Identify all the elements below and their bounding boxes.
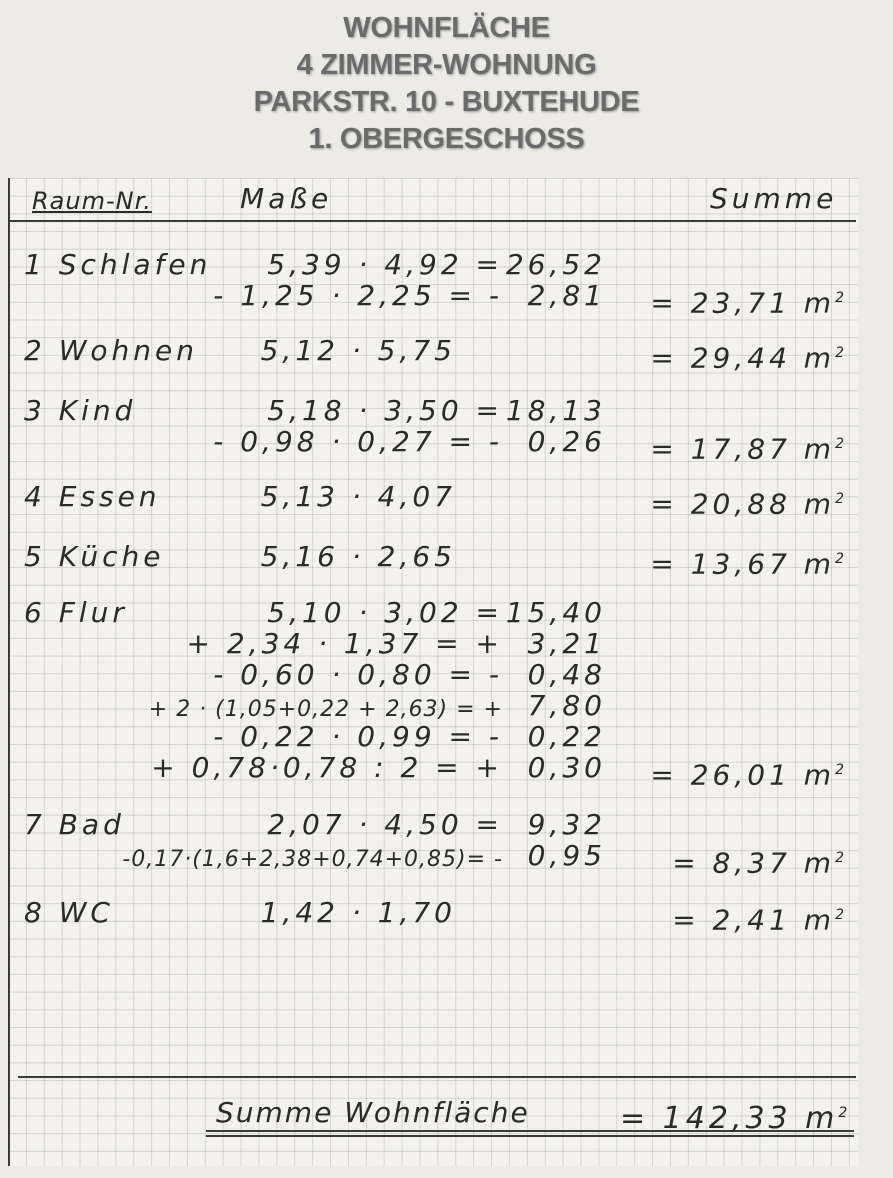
heading-line-4: 1. OBERGESCHOSS	[308, 123, 585, 155]
summary-label: Summe Wohnfläche	[216, 1096, 530, 1129]
column-header-dims: Maße	[240, 182, 333, 215]
calc-result: 9,32	[527, 808, 606, 841]
room-label: 6 Flur	[24, 596, 128, 629]
calc-result: 2,81	[527, 279, 606, 312]
room-total-unit-sup: 2	[835, 345, 844, 361]
calc-expression: + 2 · (1,05+0,22 + 2,63) = +	[148, 697, 503, 722]
grid-paper-sheet	[8, 178, 858, 1166]
calc-result: 0,26	[527, 425, 606, 458]
calc-expression: - 1,25 · 2,25 = -	[213, 279, 503, 312]
calc-expression: + 2,34 · 1,37 = +	[186, 627, 503, 660]
room-label: 5 Küche	[24, 540, 165, 573]
room-label: 3 Kind	[24, 394, 137, 427]
calc-expression: 5,16 · 2,65	[260, 540, 456, 573]
room-total	[650, 336, 844, 375]
calc-expression: 5,13 · 4,07	[260, 480, 456, 513]
room-total-value: = 26,01 m	[650, 758, 836, 792]
summary-total	[620, 1096, 847, 1136]
calc-expression: -0,17·(1,6+2,38+0,74+0,85)= -	[122, 847, 503, 872]
room-total	[672, 898, 844, 937]
room-total-unit-sup: 2	[835, 551, 844, 567]
room-total-value: = 29,44 m	[650, 341, 836, 375]
summary-total-unit-sup: 2	[838, 1105, 848, 1121]
column-header-sum: Summe	[710, 182, 838, 215]
room-total	[650, 542, 844, 581]
room-label: 7 Bad	[24, 808, 125, 841]
room-total-value: = 17,87 m	[650, 432, 836, 466]
left-margin-line	[8, 178, 10, 1166]
calc-result: 0,22	[527, 720, 606, 753]
calc-expression: - 0,98 · 0,27 = -	[213, 425, 503, 458]
room-total	[650, 753, 844, 792]
room-total-value: = 20,88 m	[650, 487, 836, 521]
calc-expression: 5,12 · 5,75	[260, 334, 456, 367]
room-total	[650, 281, 844, 320]
calc-result: 7,80	[527, 689, 606, 722]
room-total-unit-sup: 2	[835, 290, 844, 306]
room-label: 8 WC	[24, 896, 114, 929]
calc-expression: 5,10 · 3,02 =	[267, 596, 503, 629]
room-label: 2 Wohnen	[24, 334, 198, 367]
room-label: 4 Essen	[24, 480, 161, 513]
calc-expression: 2,07 · 4,50 =	[267, 808, 503, 841]
room-total	[650, 427, 844, 466]
calc-expression: - 0,22 · 0,99 = -	[213, 720, 503, 753]
room-total-value: = 8,37 m	[672, 846, 836, 880]
room-total	[672, 841, 844, 880]
calc-expression: 5,18 · 3,50 =	[267, 394, 503, 427]
total-separator-line	[18, 1076, 856, 1078]
calc-result: 26,52	[505, 248, 606, 281]
heading-line-2: 4 ZIMMER-WOHNUNG	[296, 49, 597, 81]
calc-result: 15,40	[505, 596, 606, 629]
room-total-value: = 13,67 m	[650, 547, 836, 581]
heading-line-1: WOHNFLÄCHE	[343, 12, 550, 44]
calc-expression: 5,39 · 4,92 =	[267, 248, 503, 281]
room-total-unit-sup: 2	[835, 436, 844, 452]
calc-result: 3,21	[527, 627, 606, 660]
calc-result: 18,13	[505, 394, 606, 427]
room-total-unit-sup: 2	[835, 907, 844, 923]
calc-expression: 1,42 · 1,70	[260, 896, 456, 929]
room-label: 1 Schlafen	[24, 248, 212, 281]
room-total-value: = 23,71 m	[650, 286, 836, 320]
room-total-unit-sup: 2	[835, 491, 844, 507]
room-total-value: = 2,41 m	[672, 903, 836, 937]
room-total-unit-sup: 2	[835, 850, 844, 866]
room-total-unit-sup: 2	[835, 762, 844, 778]
calc-result: 0,95	[527, 839, 606, 872]
header-underline	[8, 220, 856, 222]
page-heading	[0, 10, 893, 158]
calc-expression: - 0,60 · 0,80 = -	[213, 658, 503, 691]
calc-result: 0,48	[527, 658, 606, 691]
column-header-room: Raum-Nr.	[32, 187, 152, 215]
calc-result: 0,30	[527, 751, 606, 784]
room-total	[650, 482, 844, 521]
summary-total-value: = 142,33 m	[620, 1101, 839, 1136]
calc-expression: + 0,78·0,78 : 2 = +	[151, 751, 503, 784]
heading-line-3: PARKSTR. 10 - BUXTEHUDE	[253, 86, 640, 118]
